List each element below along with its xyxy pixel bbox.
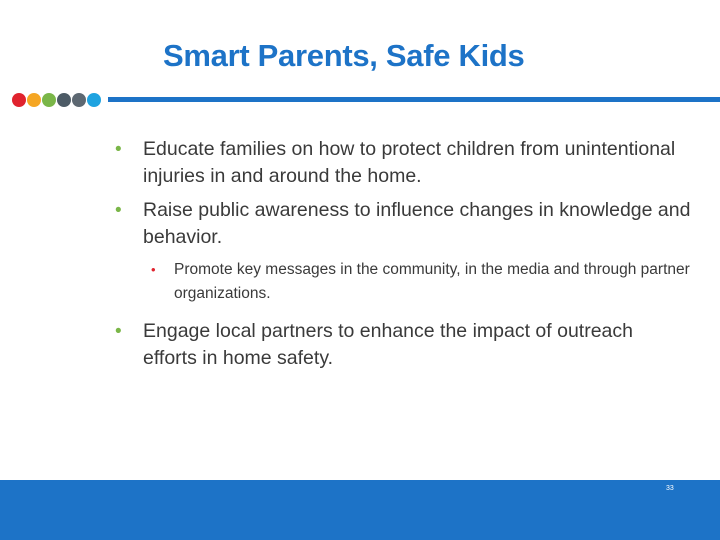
sub-bullet-marker-icon: •: [151, 262, 156, 277]
sub-bullet-text: Promote key messages in the community, in the media and through partner organizations.: [174, 261, 690, 302]
dot-red-icon: [12, 93, 26, 107]
bullet-item: [112, 136, 692, 190]
bullet-list: [112, 136, 692, 379]
bullet-text: Engage local partners to enhance the impact of outreach efforts in home safety.: [143, 320, 633, 369]
bullet-item: [112, 318, 692, 372]
dot-orange-icon: [27, 93, 41, 107]
bullet-text: Educate families on how to protect children from unintentional injuries in and around the home.: [143, 138, 676, 187]
dot-blue-icon: [87, 93, 101, 107]
bullet-text: Raise public awareness to influence changes in knowledge and behavior.: [143, 199, 691, 248]
dot-dark-gray-icon: [57, 93, 71, 107]
page-number: 33: [666, 485, 674, 492]
bullet-marker-icon: •: [115, 139, 122, 160]
dot-green-icon: [42, 93, 56, 107]
dot-gray-icon: [72, 93, 86, 107]
bullet-marker-icon: •: [115, 321, 122, 342]
sub-bullet-item: [112, 258, 692, 306]
title-rule: [108, 97, 720, 102]
slide-title: Smart Parents, Safe Kids: [163, 38, 525, 73]
bullet-item: [112, 197, 692, 251]
bullet-marker-icon: •: [115, 200, 122, 221]
footer-bar: [0, 480, 720, 540]
